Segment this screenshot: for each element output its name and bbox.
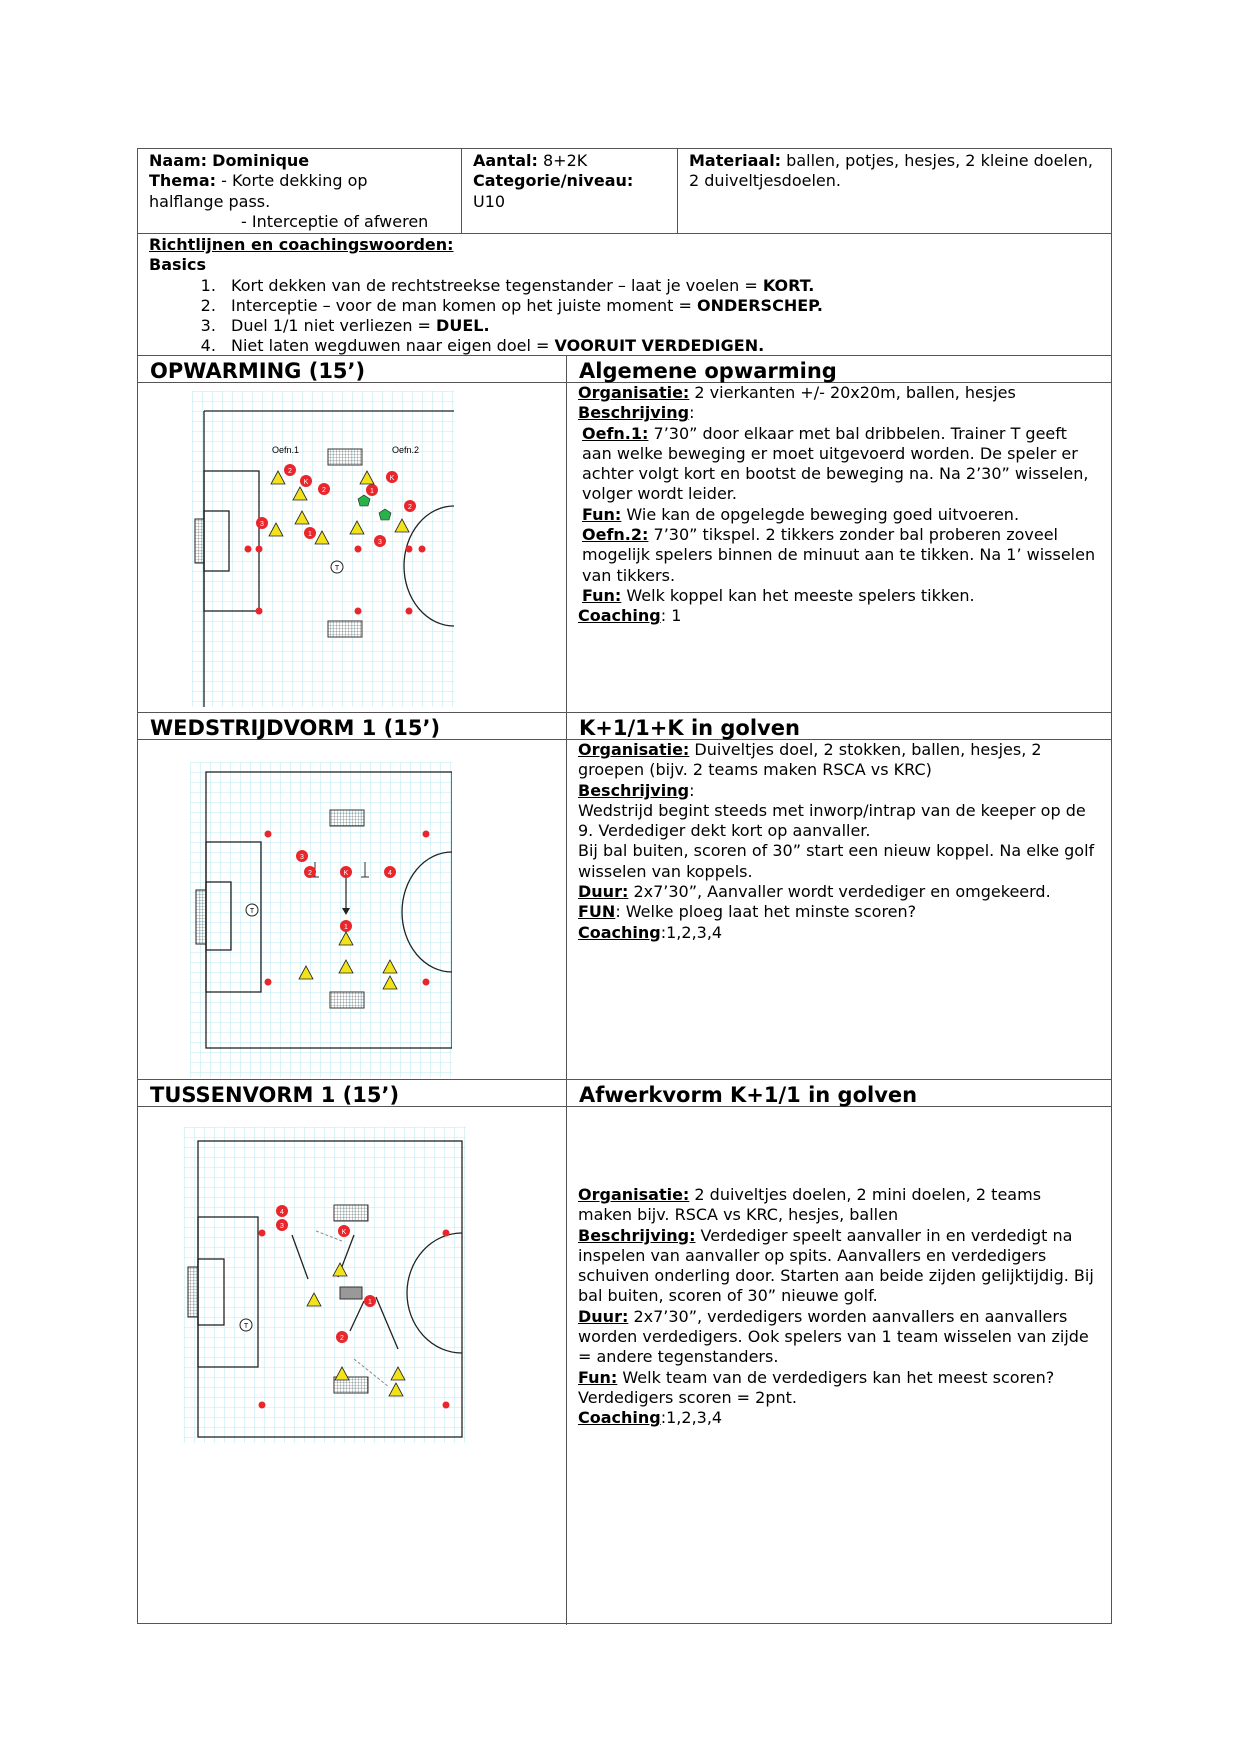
- section-1-body: [138, 383, 1111, 713]
- s2-line: Beschrijving:: [578, 780, 695, 800]
- svg-text:1: 1: [344, 924, 348, 931]
- categorie-label: Categorie/niveau:: [473, 171, 634, 191]
- svg-text:2: 2: [288, 468, 292, 475]
- svg-text:3: 3: [260, 521, 264, 528]
- section-3-diagram-cell: [138, 1107, 566, 1625]
- svg-text:K: K: [343, 870, 349, 877]
- section-2-body: [138, 740, 1111, 1080]
- section-1-text: [566, 383, 1111, 712]
- s1-line: Oefn.1: 7’30” door elkaar met bal dribbelen. Trainer T geeft aan welke beweging er moet uitgevoerd worden. De speler er achter volgt kort en bootst de beweging na. Na 2’30” wisselen, volger wordt leider.: [582, 423, 1089, 504]
- s3-line: Fun: Welk team van de verdedigers kan het meest scoren? Verdedigers scoren = 2pnt.: [578, 1367, 1055, 1407]
- tussenvorm-diagram: [184, 1127, 466, 1443]
- svg-text:1: 1: [308, 531, 312, 538]
- wedstrijdvorm-diagram: [190, 762, 452, 1078]
- svg-text:2: 2: [408, 504, 412, 511]
- section-1-title-row: [138, 356, 1111, 383]
- section-2-diagram-cell: [138, 740, 566, 1079]
- svg-text:2: 2: [308, 870, 312, 877]
- svg-text:1: 1: [370, 488, 374, 495]
- guidelines-list: [149, 276, 1100, 357]
- oefn2-label: Oefn.2: [392, 445, 420, 455]
- s2-line: Coaching:1,2,3,4: [578, 922, 723, 942]
- guideline-item: 4. Niet laten wegduwen naar eigen doel = VOORUIT VERDEDIGEN.: [221, 336, 1100, 356]
- aantal-label: Aantal:: [473, 151, 538, 170]
- thema-line3: - Interceptie of afweren: [241, 211, 429, 231]
- materiaal-value: ballen, potjes, hesjes, 2 kleine doelen, 2 duiveltjesdoelen.: [689, 151, 1093, 191]
- section-2-title-row: [138, 713, 1111, 740]
- section-3-right-title: Afwerkvorm K+1/1 in golven: [566, 1080, 1111, 1106]
- s1-line: Oefn.2: 7’30” tikspel. 2 tikkers zonder bal proberen zoveel mogelijk spelers binnen de minuut aan te tikken. Na 1’ wisselen van tikkers.: [582, 525, 1096, 585]
- svg-text:K: K: [389, 475, 395, 482]
- header-row: [138, 149, 1111, 234]
- naam-value: Dominique: [212, 151, 310, 170]
- section-3-title-row: [138, 1080, 1111, 1107]
- svg-text:4: 4: [280, 1209, 284, 1216]
- section-3-body: [138, 1107, 1111, 1625]
- svg-text:4: 4: [388, 870, 392, 877]
- section-3-text: [566, 1107, 1111, 1625]
- categorie-value: U10: [473, 191, 506, 211]
- aantal-cell: [461, 149, 677, 233]
- oefn1-label: Oefn.1: [272, 445, 300, 455]
- guidelines-subtitle: Basics: [149, 255, 207, 275]
- svg-text:K: K: [303, 479, 309, 486]
- guideline-item: 3. Duel 1/1 niet verliezen = DUEL.: [221, 316, 1100, 336]
- svg-text:3: 3: [300, 854, 304, 861]
- s3-line: Duur: 2x7’30”, verdedigers worden aanvallers en aanvallers worden verdedigers. Ook spelers van 1 team wisselen van zijde = andere tegenstanders.: [578, 1306, 1089, 1367]
- naam-thema-cell: [138, 149, 461, 233]
- section-3-left-title: TUSSENVORM 1 (15’): [150, 1083, 400, 1107]
- section-2-left-title: WEDSTRIJDVORM 1 (15’): [150, 716, 441, 740]
- s2-line: Bij bal buiten, scoren of 30” start een nieuw koppel. Na elke golf wisselen van koppels.: [578, 841, 1095, 881]
- aantal-value: 8+2K: [537, 151, 588, 170]
- guideline-item: 2. Interceptie – voor de man komen op het juiste moment = ONDERSCHEP.: [221, 296, 1100, 316]
- s1-line: Organisatie: 2 vierkanten +/- 20x20m, ballen, hesjes: [578, 383, 1016, 402]
- thema-line2: halflange pass.: [149, 191, 271, 211]
- svg-text:3: 3: [378, 539, 382, 546]
- section-2-text: [566, 740, 1111, 1079]
- svg-text:K: K: [341, 1229, 347, 1236]
- svg-text:T: T: [243, 1323, 249, 1330]
- section-2-right-title: K+1/1+K in golven: [566, 713, 1111, 739]
- s1-line: Fun: Welk koppel kan het meeste spelers tikken.: [582, 585, 975, 605]
- s3-line: Organisatie: 2 duiveltjes doelen, 2 mini doelen, 2 teams maken bijv. RSCA vs KRC, hesjes, ballen: [578, 1185, 1042, 1225]
- svg-text:2: 2: [322, 487, 326, 494]
- s3-line: Beschrijving: Verdediger speelt aanvaller in en verdedigt na inspelen van aanvaller op spits. Aanvallers en verdedigers schuiven onderling door. Starten aan beide zijden gelijktijdig. Bij bal buiten, scoren of 30” nieuwe golf.: [578, 1225, 1094, 1306]
- guidelines-title: Richtlijnen en coachingswoorden:: [149, 235, 454, 254]
- materiaal-cell: [677, 149, 1111, 233]
- thema-line1: - Korte dekking op: [216, 171, 368, 191]
- s1-line: Beschrijving:: [578, 403, 695, 423]
- svg-text:T: T: [334, 565, 340, 572]
- thema-label: Thema:: [149, 171, 217, 191]
- training-sheet: [137, 148, 1112, 1624]
- section-1-diagram-cell: [138, 383, 566, 712]
- naam-label: Naam:: [149, 151, 208, 170]
- guidelines-row: [138, 234, 1111, 356]
- s3-line: Coaching:1,2,3,4: [578, 1408, 723, 1428]
- svg-text:1: 1: [368, 1299, 372, 1306]
- materiaal-label: Materiaal:: [689, 151, 782, 170]
- s2-line: Organisatie: Duiveltjes doel, 2 stokken, ballen, hesjes, 2 groepen (bijv. 2 teams maken RSCA vs KRC): [578, 740, 1042, 780]
- s1-line: Coaching: 1: [578, 606, 682, 626]
- svg-text:2: 2: [340, 1335, 344, 1342]
- s2-line: Duur: 2x7’30”, Aanvaller wordt verdediger en omgekeerd.: [578, 882, 1051, 902]
- section-1-right-title: Algemene opwarming: [566, 356, 1111, 382]
- s2-line: FUN: Welke ploeg laat het minste scoren?: [578, 902, 917, 922]
- s1-line: Fun: Wie kan de opgelegde beweging goed uitvoeren.: [582, 504, 1020, 524]
- section-1-left-title: OPWARMING (15’): [150, 359, 366, 383]
- warmup-diagram: [192, 391, 454, 707]
- s2-line: Wedstrijd begint steeds met inworp/intrap van de keeper op de 9. Verdediger dekt kort op aanvaller.: [578, 800, 1086, 841]
- svg-text:3: 3: [280, 1223, 284, 1230]
- guideline-item: 1. Kort dekken van de rechtstreekse tegenstander – laat je voelen = KORT.: [221, 276, 1100, 296]
- svg-text:T: T: [249, 908, 255, 915]
